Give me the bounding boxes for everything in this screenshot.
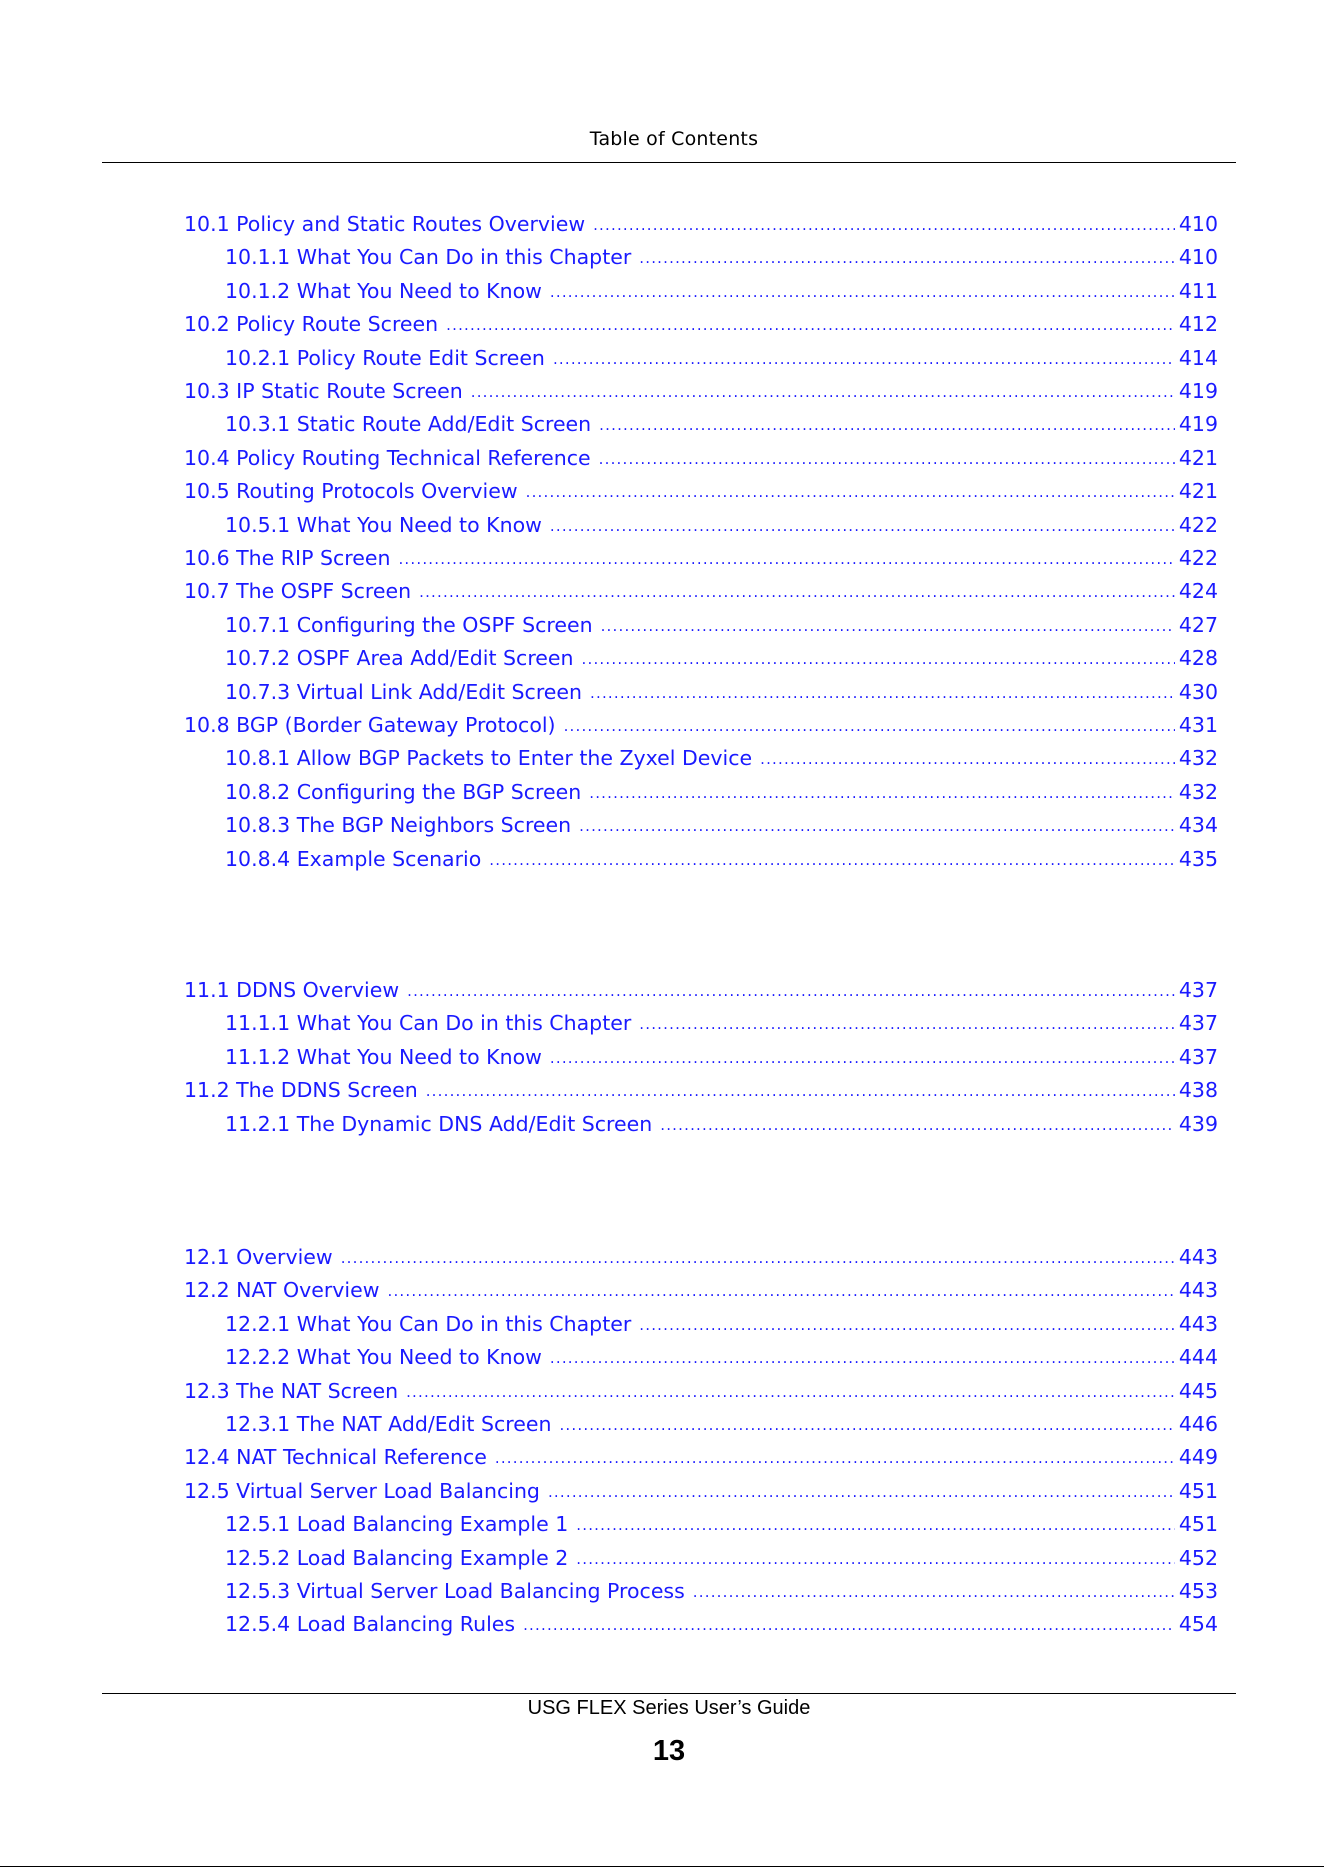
toc-entry-page-number: 439	[1178, 1111, 1218, 1136]
toc-entry-title: 12.3.1 The NAT Add/Edit Screen	[225, 1412, 552, 1436]
toc-dot-leader	[599, 444, 1175, 472]
toc-entry-title: 10.5 Routing Protocols Overview	[184, 479, 518, 504]
toc-dot-leader	[489, 845, 1175, 873]
toc-entry[interactable]	[225, 1610, 1218, 1638]
toc-entry[interactable]	[225, 644, 1218, 672]
toc-entry[interactable]	[225, 1544, 1218, 1572]
toc-entry[interactable]	[225, 744, 1218, 772]
toc-entry-page-number: 453	[1178, 1579, 1218, 1603]
toc-dot-leader	[576, 1510, 1175, 1538]
toc-entry[interactable]	[184, 1276, 1218, 1304]
toc-entry-title: 10.7.1 Configuring the OSPF Screen	[225, 612, 593, 637]
toc-entry-title: 10.2 Policy Route Screen	[184, 312, 439, 337]
toc-entry-title: 11.1 DDNS Overview	[184, 978, 400, 1002]
toc-entry[interactable]	[225, 611, 1218, 639]
toc-dot-leader	[550, 1343, 1175, 1371]
toc-entry-page-number: 452	[1178, 1545, 1218, 1570]
toc-dot-leader	[495, 1443, 1175, 1471]
toc-entry-page-number: 443	[1178, 1311, 1218, 1336]
toc-entry-title: 11.1.2 What You Need to Know	[225, 1044, 542, 1069]
toc-entry-title: 12.5.2 Load Balancing Example 2	[225, 1545, 569, 1570]
toc-entry-title: 10.1.2 What You Need to Know	[225, 278, 542, 303]
toc-entry-title: 11.2.1 The Dynamic DNS Add/Edit Screen	[225, 1111, 653, 1136]
toc-entry-page-number: 414	[1178, 345, 1218, 370]
toc-entry-title: 10.5.1 What You Need to Know	[225, 512, 542, 537]
toc-entry[interactable]	[225, 410, 1218, 438]
toc-dot-leader	[693, 1577, 1175, 1605]
toc-entry[interactable]	[225, 1043, 1218, 1071]
toc-dot-leader	[341, 1243, 1175, 1271]
toc-entry-title: 12.1 Overview	[184, 1245, 333, 1269]
toc-entry-page-number: 437	[1178, 978, 1218, 1002]
toc-entry[interactable]	[184, 1477, 1218, 1505]
toc-dot-leader	[639, 1310, 1175, 1338]
toc-dot-leader	[564, 711, 1175, 739]
toc-dot-leader	[639, 243, 1175, 271]
toc-dot-leader	[589, 778, 1175, 806]
toc-dot-leader	[387, 1276, 1174, 1304]
toc-entry-title: 12.5.3 Virtual Server Load Balancing Process	[225, 1579, 685, 1603]
toc-entry-title: 10.2.1 Policy Route Edit Screen	[225, 345, 545, 370]
toc-entry-page-number: 412	[1178, 312, 1218, 337]
toc-entry[interactable]	[225, 344, 1218, 372]
toc-entry[interactable]	[184, 1243, 1218, 1271]
toc-dot-leader	[553, 344, 1175, 372]
toc-entry-page-number: 419	[1178, 379, 1218, 403]
toc-entry-page-number: 422	[1178, 546, 1218, 570]
toc-dot-leader	[550, 277, 1175, 305]
toc-entry-page-number: 422	[1178, 512, 1218, 537]
toc-entry[interactable]	[184, 577, 1218, 605]
toc-dot-leader	[559, 1410, 1174, 1438]
toc-entry-title: 10.8 BGP (Border Gateway Protocol)	[184, 713, 556, 737]
header-divider	[102, 162, 1236, 163]
toc-dot-leader	[601, 611, 1175, 639]
toc-entry[interactable]	[184, 1377, 1218, 1405]
toc-entry-title: 10.4 Policy Routing Technical Reference	[184, 445, 591, 470]
toc-dot-leader	[593, 210, 1175, 238]
toc-dot-leader	[660, 1110, 1175, 1138]
toc-dot-leader	[599, 410, 1175, 438]
toc-entry-page-number: 434	[1178, 813, 1218, 838]
footer-guide-title: USG FLEX Series User’s Guide	[527, 1697, 811, 1719]
toc-entry-title: 12.3 The NAT Screen	[184, 1378, 399, 1403]
toc-entry[interactable]	[184, 976, 1218, 1004]
toc-entry[interactable]	[225, 1310, 1218, 1338]
toc-entry-page-number: 438	[1178, 1078, 1218, 1103]
toc-entry[interactable]	[225, 845, 1218, 873]
toc-entry[interactable]	[184, 711, 1218, 739]
toc-dot-leader	[639, 1009, 1175, 1037]
toc-entry-page-number: 431	[1178, 713, 1218, 737]
toc-dot-leader	[550, 511, 1175, 539]
toc-entry-title: 11.2 The DDNS Screen	[184, 1078, 418, 1103]
toc-entry[interactable]	[225, 1510, 1218, 1538]
toc-entry-page-number: 419	[1178, 412, 1218, 437]
toc-entry-page-number: 449	[1178, 1445, 1218, 1470]
toc-entry-page-number: 451	[1178, 1512, 1218, 1537]
toc-entry-page-number: 432	[1178, 779, 1218, 804]
toc-dot-leader	[576, 1544, 1175, 1572]
toc-entry-page-number: 443	[1178, 1245, 1218, 1269]
toc-entry-title: 10.1.1 What You Can Do in this Chapter	[225, 245, 632, 270]
toc-entry[interactable]	[225, 277, 1218, 305]
toc-dot-leader	[548, 1477, 1175, 1505]
toc-entry-title: 10.8.1 Allow BGP Packets to Enter the Zyxel Device	[225, 746, 753, 771]
toc-dot-leader	[579, 811, 1175, 839]
toc-entry-page-number: 445	[1178, 1378, 1218, 1403]
toc-entry-page-number: 437	[1178, 1044, 1218, 1069]
toc-entry-page-number: 443	[1178, 1278, 1218, 1303]
toc-dot-leader	[526, 477, 1175, 505]
toc-entry[interactable]	[225, 1110, 1218, 1138]
toc-entry-page-number: 432	[1178, 746, 1218, 771]
toc-entry[interactable]	[184, 444, 1218, 472]
toc-entry-title: 12.2 NAT Overview	[184, 1278, 380, 1303]
toc-entry-title: 12.2.2 What You Need to Know	[225, 1345, 542, 1370]
toc-dot-leader	[471, 377, 1175, 405]
toc-dot-leader	[426, 1076, 1175, 1104]
toc-entry[interactable]	[225, 778, 1218, 806]
toc-entry-title: 10.8.3 The BGP Neighbors Screen	[225, 813, 572, 838]
toc-entry-title: 10.3.1 Static Route Add/Edit Screen	[225, 412, 592, 437]
toc-entry-page-number: 437	[1178, 1011, 1218, 1036]
toc-entry-title: 12.5.4 Load Balancing Rules	[225, 1612, 516, 1637]
toc-entry-title: 10.6 The RIP Screen	[184, 546, 391, 570]
toc-entry-title: 12.4 NAT Technical Reference	[184, 1445, 487, 1470]
toc-entry[interactable]	[225, 1577, 1218, 1605]
toc-dot-leader	[419, 577, 1175, 605]
toc-dot-leader	[407, 976, 1175, 1004]
toc-entry-title: 11.1.1 What You Can Do in this Chapter	[225, 1011, 632, 1036]
footer-divider	[102, 1693, 1236, 1694]
toc-entry-page-number: 451	[1178, 1478, 1218, 1503]
toc-entry-page-number: 424	[1178, 579, 1218, 604]
toc-entry[interactable]	[225, 1009, 1218, 1037]
bottom-edge-line	[0, 1866, 1324, 1867]
toc-entry-title: 10.8.4 Example Scenario	[225, 846, 482, 871]
toc-entry[interactable]	[225, 511, 1218, 539]
page-number: 13	[652, 1735, 686, 1767]
toc-entry[interactable]	[184, 1076, 1218, 1104]
toc-dot-leader	[398, 544, 1174, 572]
toc-entry-page-number: 444	[1178, 1345, 1218, 1370]
toc-entry[interactable]	[184, 210, 1218, 238]
toc-entry-page-number: 454	[1178, 1612, 1218, 1637]
toc-entry-page-number: 411	[1178, 278, 1218, 303]
toc-entry-title: 10.1 Policy and Static Routes Overview	[184, 212, 586, 236]
toc-entry-title: 12.5.1 Load Balancing Example 1	[225, 1512, 569, 1537]
toc-entry[interactable]	[225, 1410, 1218, 1438]
toc-entry[interactable]	[225, 811, 1218, 839]
toc-dot-leader	[523, 1610, 1175, 1638]
toc-entry[interactable]	[184, 310, 1218, 338]
toc-entry[interactable]	[225, 1343, 1218, 1371]
toc-entry-page-number: 421	[1178, 445, 1218, 470]
toc-dot-leader	[760, 744, 1175, 772]
toc-entry-title: 10.7 The OSPF Screen	[184, 579, 412, 604]
toc-entry-page-number: 428	[1178, 646, 1218, 671]
toc-entry[interactable]	[184, 377, 1218, 405]
toc-entry[interactable]	[184, 544, 1218, 572]
toc-entry-page-number: 446	[1178, 1412, 1218, 1436]
toc-entry-title: 12.5 Virtual Server Load Balancing	[184, 1478, 540, 1503]
toc-dot-leader	[406, 1377, 1175, 1405]
toc-entry[interactable]	[225, 678, 1218, 706]
toc-entry-page-number: 427	[1178, 612, 1218, 637]
toc-dot-leader	[550, 1043, 1175, 1071]
toc-entry[interactable]	[225, 243, 1218, 271]
toc-entry-page-number: 435	[1178, 846, 1218, 871]
toc-entry-page-number: 421	[1178, 479, 1218, 504]
toc-entry-page-number: 410	[1178, 245, 1218, 270]
toc-entry[interactable]	[184, 1443, 1218, 1471]
toc-entry-title: 10.3 IP Static Route Screen	[184, 379, 463, 403]
toc-entry-page-number: 410	[1178, 212, 1218, 236]
toc-dot-leader	[590, 678, 1175, 706]
toc-dot-leader	[582, 644, 1175, 672]
toc-entry[interactable]	[184, 477, 1218, 505]
toc-dot-leader	[446, 310, 1175, 338]
toc-entry-title: 10.8.2 Configuring the BGP Screen	[225, 779, 582, 804]
toc-entry-title: 10.7.2 OSPF Area Add/Edit Screen	[225, 646, 574, 671]
toc-entry-title: 10.7.3 Virtual Link Add/Edit Screen	[225, 679, 583, 704]
toc-entry-title: 12.2.1 What You Can Do in this Chapter	[225, 1311, 632, 1336]
page-header-title: Table of Contents	[589, 128, 759, 150]
toc-entry-page-number: 430	[1178, 679, 1218, 704]
